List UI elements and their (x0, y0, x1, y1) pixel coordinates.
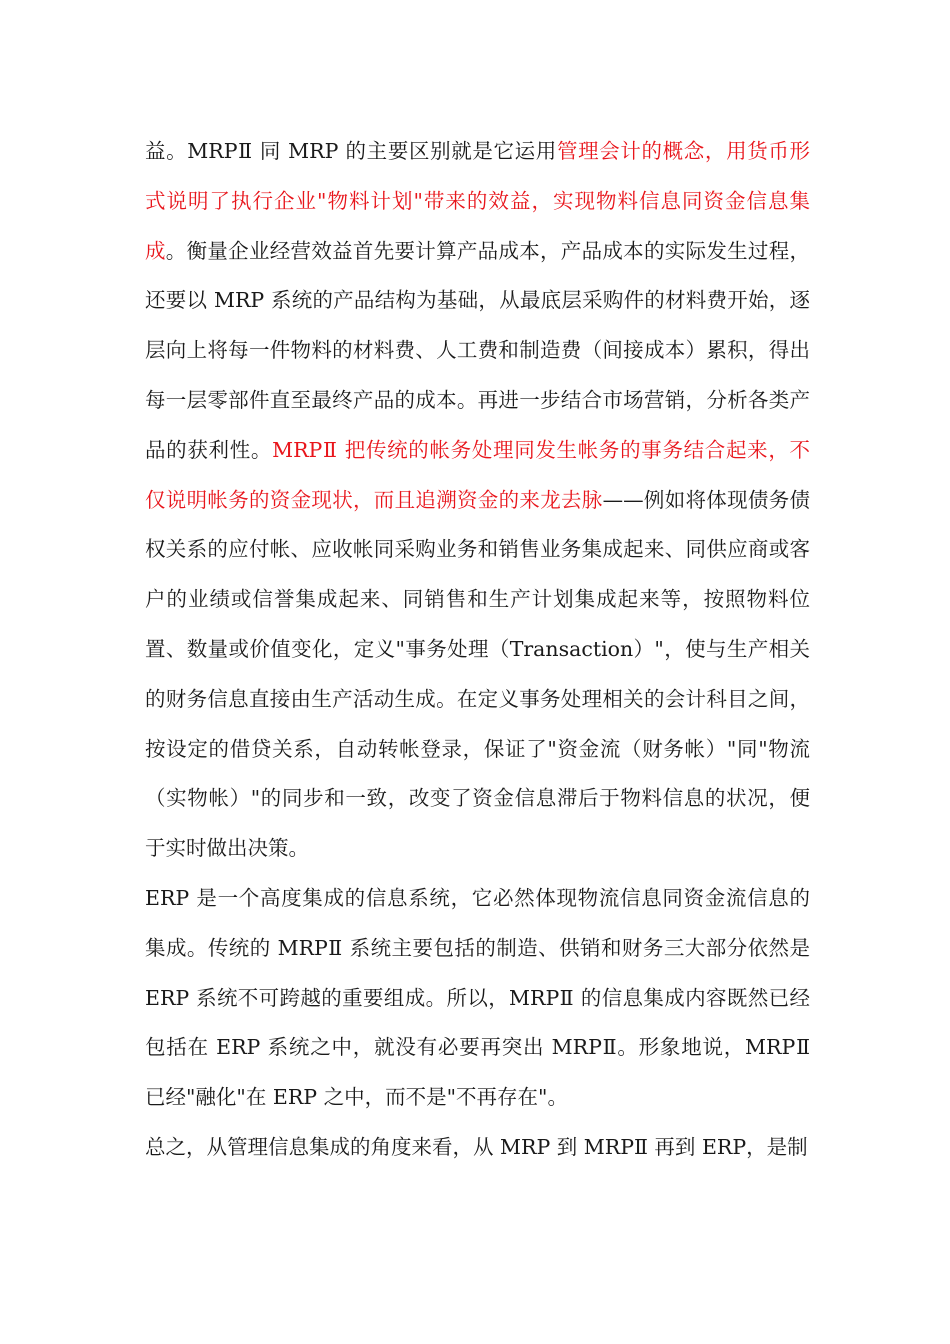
highlighted-text-segment: MRPⅡ 把传统的帐务处理同发生帐务的事务结合起来，不仅说明帐务的资金现状，而且追溯资金的来龙去脉 (145, 437, 811, 512)
text-segment: 。衡量企业经营效益首先要计算产品成本，产品成本的实际发生过程，还要以 MRP 系统的产品结构为基础，从最底层采购件的材料费开始，逐层向上将每一件物料的材料费、人工费和制造费（间接成本）累积，得出每一层零部件直至最终产品的成本。再进一步结合市场营销，分析各类产品的获利性。 (145, 238, 811, 462)
text-segment: 益。MRPⅡ 同 MRP 的主要区别就是它运用 (145, 139, 557, 163)
paragraph-mrp2-finance (145, 127, 810, 874)
paragraph-erp-integration (145, 874, 810, 1123)
highlighted-text-segment: 管理会计的概念，用货币形式说明了执行企业"物料计划"带来的效益，实现物料信息同资金信息集成 (145, 139, 810, 263)
document-body (145, 127, 810, 1173)
paragraph-summary (145, 1123, 810, 1173)
text-segment: ERP 是一个高度集成的信息系统，它必然体现物流信息同资金流信息的集成。传统的 MRPⅡ 系统主要包括的制造、供销和财务三大部分依然是 ERP 系统不可跨越的重要组成。所以，MRPⅡ 的信息集成内容既然已经包括在 ERP 系统之中，就没有必要再突出 MRPⅡ。形象地说，MRPⅡ 已经"融化"在 ERP 之中，而不是"不再存在"。 (145, 885, 810, 1110)
text-segment: 总之，从管理信息集成的角度来看，从 MRP 到 MRPⅡ 再到 ERP，是制 (145, 1134, 808, 1159)
text-segment: ——例如将体现债务债权关系的应付帐、应收帐同采购业务和销售业务集成起来、同供应商或客户的业绩或信誉集成起来、同销售和生产计划集成起来等，按照物料位置、数量或价值变化，定义"事务处理（Transaction）"，使与生产相关的财务信息直接由生产活动生成。在定义事务处理相关的会计科目之间，按设定的借贷关系，自动转帐登录，保证了"资金流（财务帐）"同"物流（实物帐）"的同步和一致，改变了资金信息滞后于物料信息的状况，便于实时做出决策。 (145, 487, 811, 861)
